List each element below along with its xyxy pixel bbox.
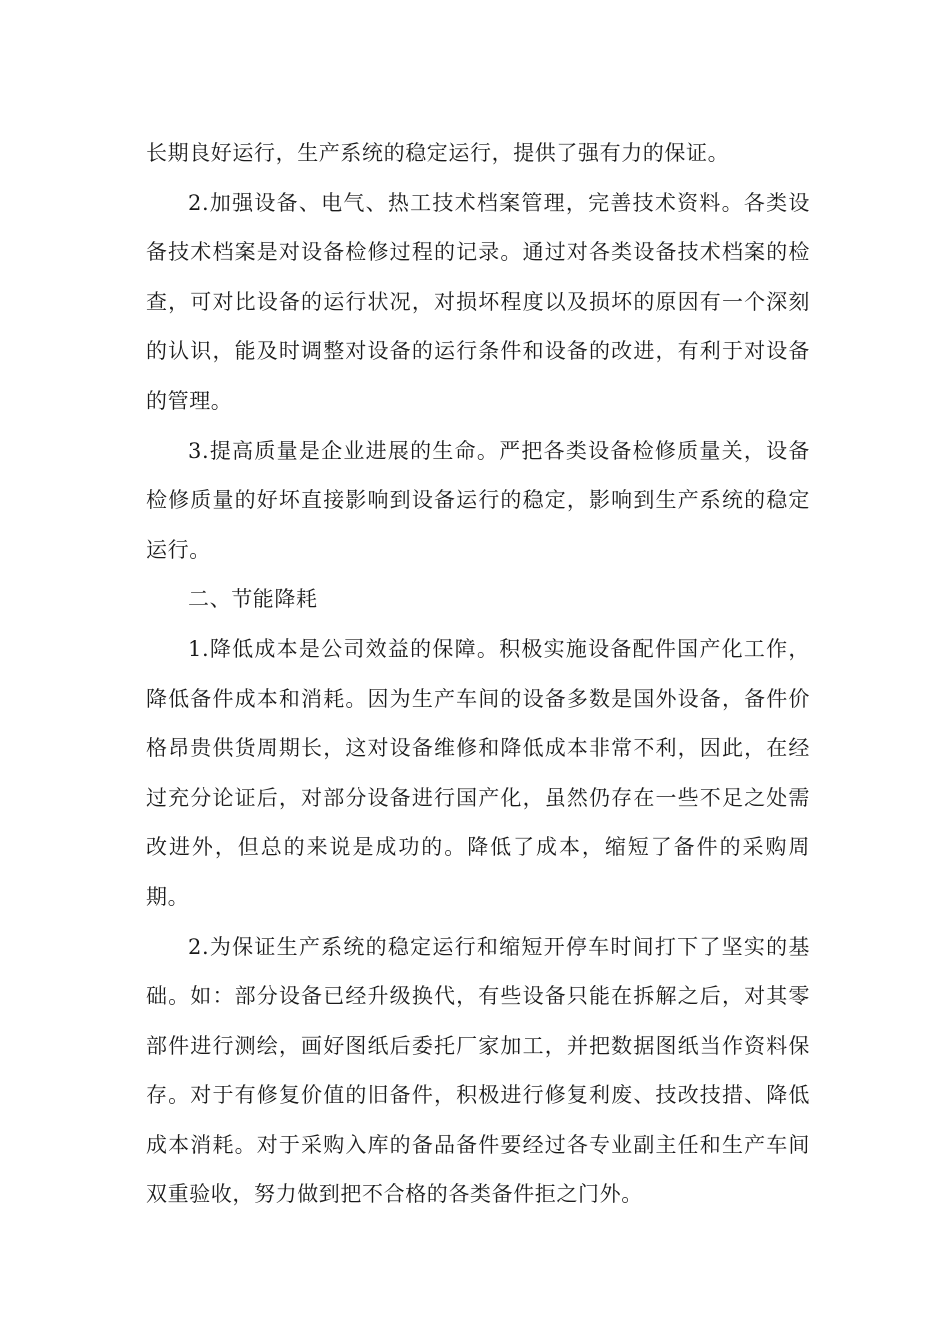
paragraph-system-stability: 2.为保证生产系统的稳定运行和缩短开停车时间打下了坚实的基础。如：部分设备已经升级换代，有些设备只能在拆解之后，对其零部件进行测绘，画好图纸后委托厂家加工，并把数据图纸当作资料保存。对于有修复价值的旧备件，积极进行修复利废、技改技措、降低成本消耗。对于采购入库的备品备件要经过各专业副主任和生产车间双重验收，努力做到把不合格的各类备件拒之门外。 [146, 934, 810, 1207]
paragraph-archive-management: 2.加强设备、电气、热工技术档案管理，完善技术资料。各类设备技术档案是对设备检修过程的记录。通过对各类设备技术档案的检查，可对比设备的运行状况，对损坏程度以及损坏的原因有一个深刻的认识，能及时调整对设备的运行条件和设备的改进，有利于对设备的管理。 [146, 190, 810, 413]
paragraph-continuation: 长期良好运行，生产系统的稳定运行，提供了强有力的保证。 [146, 141, 730, 165]
section-heading-energy-saving: 二、节能降耗 [188, 587, 318, 612]
paragraph-quality: 3.提高质量是企业进展的生命。严把各类设备检修质量关，设备检修质量的好坏直接影响到设备运行的稳定，影响到生产系统的稳定运行。 [146, 438, 810, 562]
document-body [146, 129, 810, 1220]
paragraph-cost-reduction: 1.降低成本是公司效益的保障。积极实施设备配件国产化工作，降低备件成本和消耗。因为生产车间的设备多数是国外设备，备件价格昂贵供货周期长，这对设备维修和降低成本非常不利，因此，在经过充分论证后，对部分设备进行国产化，虽然仍存在一些不足之处需改进外，但总的来说是成功的。降低了成本，缩短了备件的采购周期。 [146, 636, 810, 909]
